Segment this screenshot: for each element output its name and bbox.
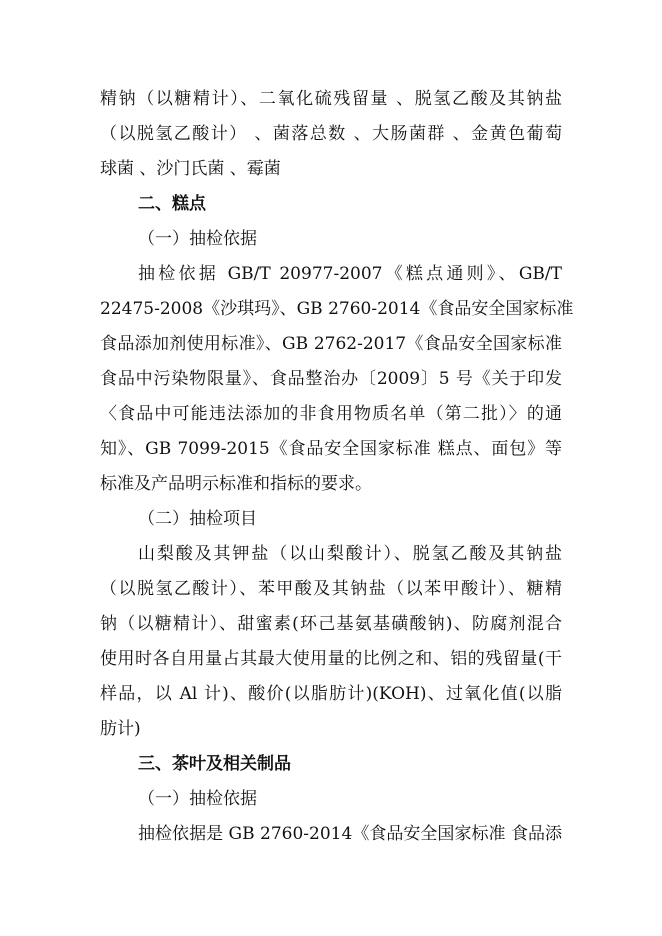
body-text-line: 抽检依据是 GB 2760-2014《食品安全国家标准 食品添 [138, 824, 562, 844]
body-text-line: 知》、GB 7099-2015《食品安全国家标准 糕点、面包》等 [100, 439, 562, 459]
body-text-line: 钠（以糖精计）、甜蜜素(环己基氨基磺酸钠)、防腐剂混合 [100, 614, 562, 634]
body-text-line: （以脱氢乙酸计） 、菌落总数 、大肠菌群 、金黄色葡萄 [100, 124, 562, 144]
body-text-line: 球菌 、沙门氏菌 、霉菌 [100, 159, 281, 179]
subsection-heading-basis-tea: （一）抽检依据 [138, 789, 257, 809]
body-text-line: 抽检依据 GB/T 20977-2007《糕点通则》、GB/T [138, 264, 562, 284]
body-text-line: 食品添加剂使用标准》、GB 2762-2017《食品安全国家标准 [100, 334, 562, 354]
body-text-line: 标准及产品明示标准和指标的要求。 [100, 474, 372, 494]
section-heading-tea: 三、茶叶及相关制品 [138, 754, 291, 774]
body-text-line: 使用时各自用量占其最大使用量的比例之和、铝的残留量(干 [100, 649, 562, 669]
subsection-heading-basis: （一）抽检依据 [138, 229, 257, 249]
body-text-line: 精钠（以糖精计）、二氧化硫残留量 、脱氢乙酸及其钠盐 [100, 89, 562, 109]
section-heading-pastry: 二、糕点 [138, 194, 206, 214]
body-text-line: （以脱氢乙酸计）、苯甲酸及其钠盐（以苯甲酸计）、糖精 [100, 579, 562, 599]
body-text-line: 〈食品中可能违法添加的非食用物质名单（第二批）〉的通 [100, 404, 562, 424]
body-text-line: 食品中污染物限量》、食品整治办〔2009〕5 号《关于印发 [100, 369, 562, 389]
body-text-line: 山梨酸及其钾盐（以山梨酸计）、脱氢乙酸及其钠盐 [138, 544, 562, 564]
body-text-line: 22475-2008《沙琪玛》、GB 2760-2014《食品安全国家标准 [100, 299, 574, 319]
subsection-heading-items: （二）抽检项目 [138, 509, 257, 529]
body-text-line: 样品，以 Al 计)、酸价(以脂肪计)(KOH)、过氧化值(以脂 [100, 684, 562, 704]
body-text-line: 肪计) [100, 719, 141, 739]
